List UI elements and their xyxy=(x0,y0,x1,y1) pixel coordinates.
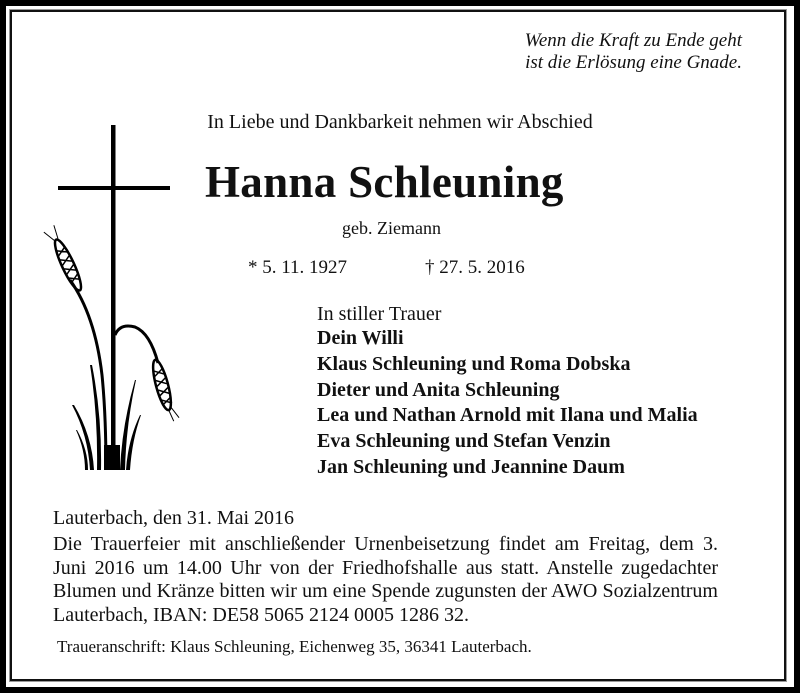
deceased-name: Hanna Schleuning xyxy=(205,157,564,207)
mourner: Klaus Schleuning und Roma Dobska xyxy=(317,352,631,375)
mourner: Eva Schleuning und Stefan Venzin xyxy=(317,430,611,453)
mourner: Dieter und Anita Schleuning xyxy=(317,378,560,401)
mourners-list xyxy=(317,302,698,481)
cross-with-wheat-icon xyxy=(40,115,200,495)
mourners-label: In stiller Trauer xyxy=(317,303,442,325)
birth-date: * 5. 11. 1927 xyxy=(248,257,348,278)
motto-line-1: Wenn die Kraft zu Ende geht xyxy=(524,30,742,51)
place-date: Lauterbach, den 31. Mai 2016 xyxy=(53,507,295,529)
death-date: † 27. 5. 2016 xyxy=(425,257,525,278)
mourner: Dein Willi xyxy=(317,327,404,349)
maiden-name: geb. Ziemann xyxy=(342,218,441,238)
intro-text: In Liebe und Dankbarkeit nehmen wir Abschied xyxy=(207,111,593,133)
mourner: Jan Schleuning und Jeannine Daum xyxy=(317,455,625,478)
mourner: Lea und Nathan Arnold mit Ilana und Malia xyxy=(317,404,698,427)
motto xyxy=(525,30,742,74)
motto-line-2: ist die Erlösung eine Gnade. xyxy=(525,52,742,73)
funeral-details: Die Trauerfeier mit anschließender Urnenbeisetzung findet am Freitag, dem 3. Juni 2016 um 14.00 Uhr von der Friedhofshalle aus statt. Anstelle zugedachter Blumen und Kränze bitten wir um eine Spende zugunsten der AWO Sozialzentrum Lauterbach, IBAN: DE58 5065 2124 0005 1286 32. xyxy=(53,533,718,626)
mourning-address: Traueranschrift: Klaus Schleuning, Eichenweg 35, 36341 Lauterbach. xyxy=(57,637,532,656)
